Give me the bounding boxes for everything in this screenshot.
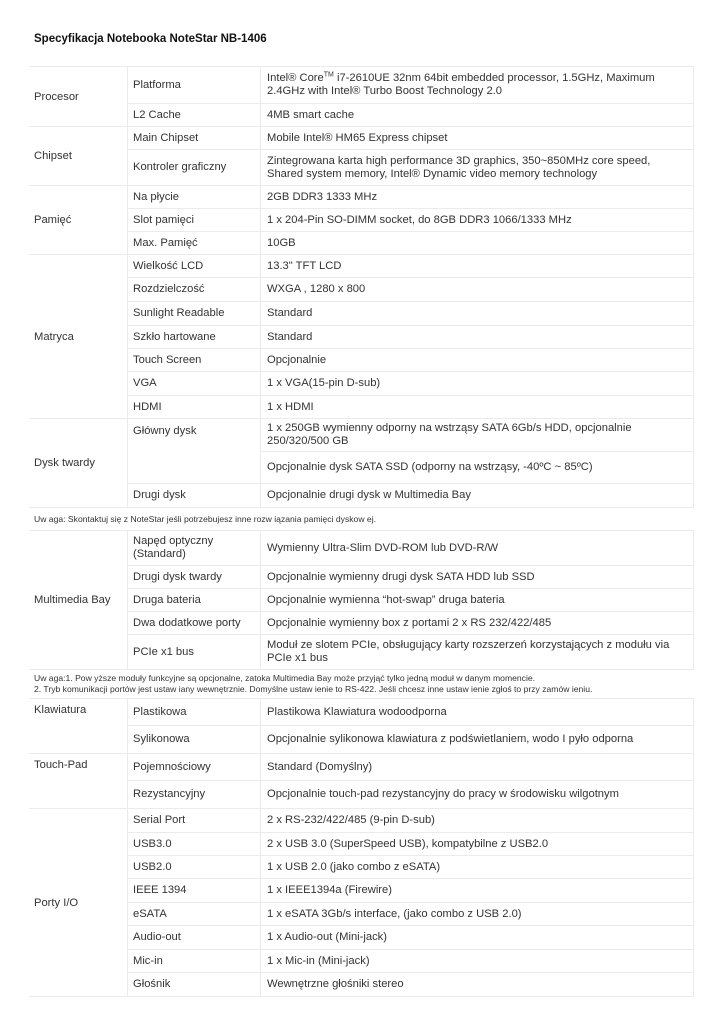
spec-key: Główny dysk <box>127 419 260 483</box>
spec-row-kontroler-graficzny <box>127 149 694 185</box>
spec-value: Standard <box>267 330 313 343</box>
spec-values <box>260 566 694 588</box>
spec-group-porty-i-o <box>29 808 694 996</box>
spec-key: eSATA <box>127 903 260 925</box>
category-label: Chipset <box>29 126 127 185</box>
spec-values <box>260 255 694 277</box>
spec-values <box>260 879 694 902</box>
spec-values <box>260 396 694 418</box>
group-rows <box>127 418 694 507</box>
spec-row-rozdzielczosc <box>127 277 694 301</box>
spec-group-touch-pad <box>29 753 694 808</box>
group-rows <box>127 530 694 669</box>
spec-key: L2 Cache <box>127 104 260 126</box>
spec-row-main-chipset <box>127 126 694 149</box>
spec-key: Napęd optyczny (Standard) <box>127 531 260 565</box>
spec-values <box>260 754 694 780</box>
spec-key: HDMI <box>127 396 260 418</box>
spec-value: Moduł ze slotem PCIe, obsługujący karty rozszerzeń korzystających z modułu via PCIe x1 bus <box>267 639 670 664</box>
category-label: Dysk twardy <box>29 418 127 507</box>
spec-values <box>260 973 694 996</box>
spec-key: Audio-out <box>127 926 260 949</box>
spec-values <box>260 278 694 301</box>
spec-values <box>260 781 694 808</box>
spec-value: Opcjonalnie sylikonowa klawiatura z podświetlaniem, wodo I pyło odporna <box>267 733 634 745</box>
spec-key: USB2.0 <box>127 856 260 878</box>
spec-row-g-osnik <box>127 972 694 996</box>
spec-key: IEEE 1394 <box>127 879 260 902</box>
spec-values <box>260 950 694 972</box>
spec-key: Slot pamięci <box>127 209 260 231</box>
spec-table <box>29 66 694 997</box>
spec-values <box>260 209 694 231</box>
group-rows <box>127 808 694 996</box>
category-label: Pamięć <box>29 185 127 254</box>
table-bottom-border <box>29 996 694 997</box>
spec-row-vga <box>127 371 694 395</box>
spec-values <box>260 484 694 507</box>
spec-key: Touch Screen <box>127 349 260 371</box>
spec-group-procesor <box>29 66 694 126</box>
spec-value: 1 x 204-Pin SO-DIMM socket, do 8GB DDR3 1066/1333 MHz <box>267 213 572 226</box>
spec-row-dwa-dodatkowe-porty <box>127 611 694 634</box>
spec-row-drugi-dysk-twardy <box>127 565 694 588</box>
spec-row-audio-out <box>127 925 694 949</box>
spec-value: 10GB <box>267 236 296 249</box>
spec-values <box>260 302 694 325</box>
spec-group-multimedia-bay <box>29 530 694 669</box>
spec-row-druga-bateria <box>127 588 694 611</box>
spec-key: Plastikowa <box>127 699 260 725</box>
spec-value: Standard <box>267 307 313 319</box>
spec-value: Mobile Intel® HM65 Express chipset <box>267 131 448 144</box>
note-line: Uw aga: Skontaktuj się z NoteStar jeśli potrzebujesz inne rozw iązania pamięci dyskow ej. <box>34 513 377 524</box>
spec-values <box>260 699 694 725</box>
spec-value: WXGA , 1280 x 800 <box>267 283 366 295</box>
category-label: Touch-Pad <box>29 753 127 808</box>
spec-row-slot-pamieci <box>127 208 694 231</box>
spec-row-usb3-0 <box>127 832 694 855</box>
spec-value-text <box>267 72 687 98</box>
spec-row-serial-port <box>127 808 694 832</box>
spec-row-naped-optyczny-standard <box>127 530 694 565</box>
spec-values <box>260 150 694 185</box>
category-label: Procesor <box>29 66 127 126</box>
group-rows <box>127 66 694 126</box>
value-post: i7-2610UE 32nm 64bit embedded processor, 1.5GHz, Maximum 2.4GHz with Intel® Turbo Boost Technology 2.0 <box>267 72 655 97</box>
category-label: Multimedia Bay <box>29 530 127 669</box>
value-pre: Intel® Core <box>267 72 324 84</box>
spec-row-esata <box>127 902 694 925</box>
spec-key: Max. Pamięć <box>127 232 260 254</box>
spec-value: Standard (Domyślny) <box>267 760 373 773</box>
spec-key: Sunlight Readable <box>127 302 260 325</box>
spec-value: Opcjonalnie <box>267 353 327 366</box>
spec-key: Wielkość LCD <box>127 255 260 277</box>
spec-row-na-p-ycie <box>127 185 694 208</box>
spec-group-dysk-twardy <box>29 418 694 507</box>
spec-values <box>260 232 694 254</box>
spec-row-mic-in <box>127 949 694 972</box>
spec-values <box>260 926 694 949</box>
spec-value: Opcjonalnie drugi dysk w Multimedia Bay <box>267 489 471 501</box>
spec-value: 1 x IEEE1394a (Firewire) <box>267 884 392 896</box>
spec-row-drugi-dysk <box>127 483 694 507</box>
spec-key: USB3.0 <box>127 833 260 855</box>
spec-row-platforma <box>127 66 694 103</box>
spec-row-sylikonowa <box>127 725 694 753</box>
spec-value: 1 x HDMI <box>267 400 314 413</box>
spec-key: Drugi dysk <box>127 484 260 507</box>
spec-values <box>260 326 694 348</box>
spec-key: Rezystancyjny <box>127 781 260 808</box>
spec-value: 2 x USB 3.0 (SuperSpeed USB), kompatybilne z USB2.0 <box>267 837 549 850</box>
spec-value: Opcjonalnie wymienny box z portami 2 x RS 232/422/485 <box>267 616 552 629</box>
spec-key: Druga bateria <box>127 589 260 611</box>
spec-value: 4MB smart cache <box>267 108 355 121</box>
spec-group-chipset <box>29 126 694 185</box>
spec-row-sunlight-readable <box>127 301 694 325</box>
spec-key: Sylikonowa <box>127 726 260 753</box>
spec-values <box>260 67 694 103</box>
spec-key: VGA <box>127 372 260 395</box>
spec-row-plastikowa <box>127 698 694 725</box>
spec-key: Platforma <box>127 67 260 103</box>
spec-value: 1 x USB 2.0 (jako combo z eSATA) <box>267 860 441 873</box>
spec-values <box>260 809 694 832</box>
category-label: Klawiatura <box>29 698 127 753</box>
spec-values <box>260 612 694 634</box>
spec-values <box>260 419 694 483</box>
spec-value: 2 x RS-232/422/485 (9-pin D-sub) <box>267 814 435 826</box>
note-line: Uw aga:1. Pow yższe moduły funkcyjne są opcjonalne, zatoka Multimedia Bay może przyjąć tylko jedną moduł w danym momencie. <box>34 673 536 683</box>
spec-key: Rozdzielczość <box>127 278 260 301</box>
spec-values <box>260 349 694 371</box>
spec-group-pamiec <box>29 185 694 254</box>
spec-value: 1 x Mic-in (Mini-jack) <box>267 954 370 967</box>
spec-values <box>260 186 694 208</box>
group-rows <box>127 254 694 418</box>
spec-group-matryca <box>29 254 694 418</box>
spec-row-ieee-1394 <box>127 878 694 902</box>
spec-row-pcie-x1-bus <box>127 634 694 669</box>
spec-key: Kontroler graficzny <box>127 150 260 185</box>
spec-values <box>260 531 694 565</box>
spec-values <box>260 372 694 395</box>
spec-value: 13.3" TFT LCD <box>267 259 342 272</box>
spec-row-l2-cache <box>127 103 694 126</box>
group-rows <box>127 753 694 808</box>
spec-value: Opcjonalnie wymienny drugi dysk SATA HDD lub SSD <box>267 570 535 583</box>
spec-values <box>260 856 694 878</box>
value-sup: TM <box>323 71 334 79</box>
spec-values <box>260 127 694 149</box>
spec-key: Pojemnościowy <box>127 754 260 780</box>
spec-row-max-pamiec <box>127 231 694 254</box>
spec-values <box>260 833 694 855</box>
spec-value: 1 x eSATA 3Gb/s interface, (jako combo z USB 2.0) <box>267 907 522 920</box>
spec-value: 1 x 250GB wymienny odporny na wstrząsy SATA 6Gb/s HDD, opcjonalnie 250/320/500 GB <box>267 421 632 447</box>
note-7 <box>29 669 694 698</box>
spec-row-wielkosc-lcd <box>127 254 694 277</box>
note-5 <box>29 507 694 530</box>
note-line: 2. Tryb komunikacji portów jest ustaw iany wewnętrznie. Domyślne ustaw ienie to RS-422. Jeśli chcesz inne ustaw ienie zgłoś to przy zamów ieniu. <box>34 684 593 694</box>
spec-row-usb2-0 <box>127 855 694 878</box>
spec-values <box>260 104 694 126</box>
category-label: Porty I/O <box>29 808 127 996</box>
spec-value: 2GB DDR3 1333 MHz <box>267 190 378 203</box>
spec-value: Zintegrowana karta high performance 3D graphics, 350~850MHz core speed, Shared system memory, Intel® Dynamic video memory technology <box>267 154 651 180</box>
spec-key: Szkło hartowane <box>127 326 260 348</box>
spec-row-rezystancyjny <box>127 780 694 808</box>
spec-key: Mic-in <box>127 950 260 972</box>
spec-value: Wewnętrzne głośniki stereo <box>267 978 404 990</box>
group-rows <box>127 185 694 254</box>
spec-row-g-owny-dysk <box>127 418 694 483</box>
spec-key: PCIe x1 bus <box>127 635 260 669</box>
group-rows <box>127 126 694 185</box>
spec-key: Głośnik <box>127 973 260 996</box>
spec-group-klawiatura <box>29 698 694 753</box>
spec-row-hdmi <box>127 395 694 418</box>
document-title: Specyfikacja Notebooka NoteStar NB-1406 <box>34 33 267 45</box>
group-rows <box>127 698 694 753</box>
spec-key: Main Chipset <box>127 127 260 149</box>
spec-key: Drugi dysk twardy <box>127 566 260 588</box>
spec-key: Serial Port <box>127 809 260 832</box>
spec-row-touch-screen <box>127 348 694 371</box>
spec-values <box>260 903 694 925</box>
category-label: Matryca <box>29 254 127 418</box>
spec-value <box>261 67 693 103</box>
spec-values <box>260 726 694 753</box>
spec-value: Opcjonalnie wymienna “hot-swap” druga bateria <box>267 593 505 606</box>
spec-value: Wymienny Ultra-Slim DVD-ROM lub DVD-R/W <box>267 541 499 554</box>
spec-value: Opcjonalnie dysk SATA SSD (odporny na wstrząsy, -40ºC ~ 85ºC) <box>261 451 693 484</box>
spec-row-szk-o-hartowane <box>127 325 694 348</box>
spec-values <box>260 589 694 611</box>
spec-row-pojemnosciowy <box>127 753 694 780</box>
spec-value: 1 x Audio-out (Mini-jack) <box>267 931 387 943</box>
spec-value: Opcjonalnie touch-pad rezystancyjny do pracy w środowisku wilgotnym <box>267 788 619 800</box>
spec-value: Plastikowa Klawiatura wodoodporna <box>267 705 447 718</box>
spec-key: Dwa dodatkowe porty <box>127 612 260 634</box>
spec-key: Na płycie <box>127 186 260 208</box>
spec-values <box>260 635 694 669</box>
spec-value: 1 x VGA(15-pin D-sub) <box>267 377 381 389</box>
